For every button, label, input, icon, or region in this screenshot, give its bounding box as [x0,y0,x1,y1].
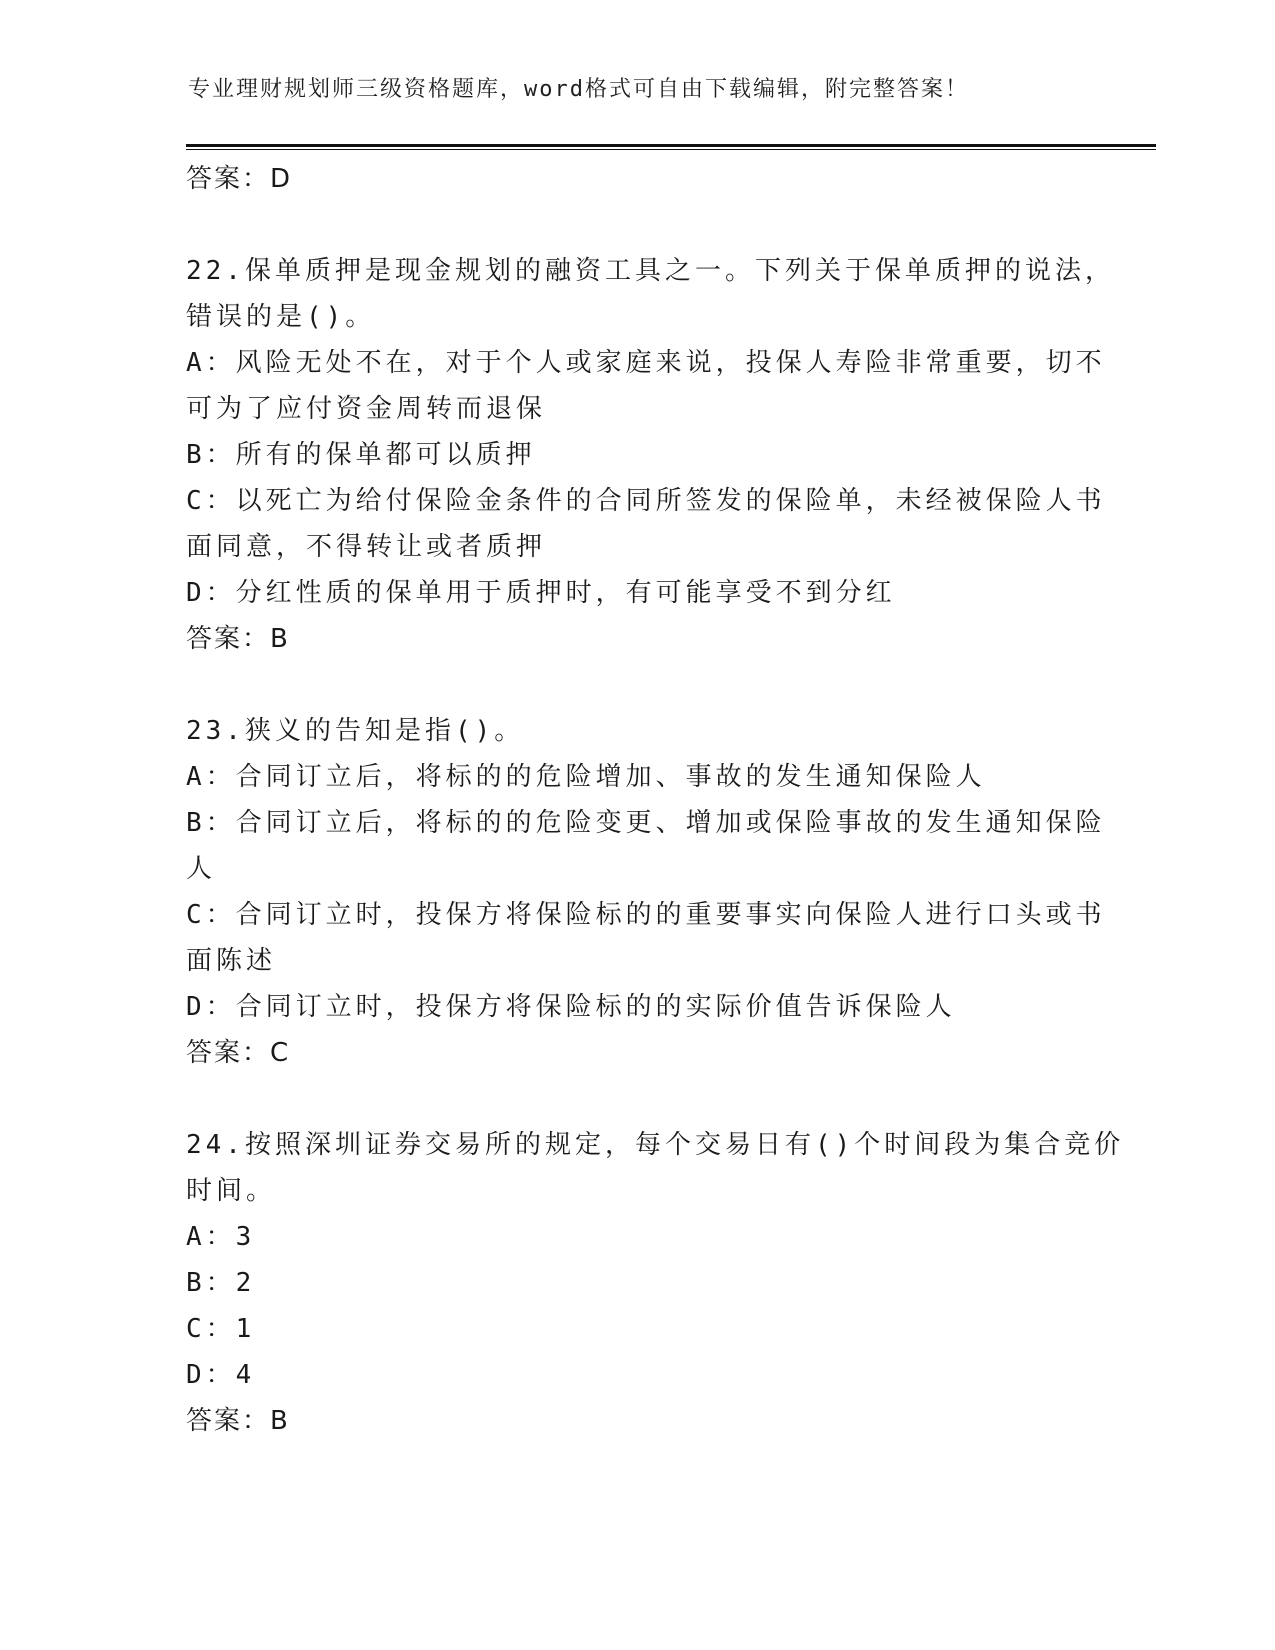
header-rule-thin [186,149,1156,150]
option-d-line: D：合同订立时，投保方将保险标的的实际价值告诉保险人 [186,992,956,1022]
option-a-line: A：风险无处不在，对于个人或家庭来说，投保人寿险非常重要，切不 [186,348,1106,378]
document-body [186,156,1125,1444]
answer-line: 答案：B [186,1406,290,1436]
option-c-line: C：以死亡为给付保险金条件的合同所签发的保险单，未经被保险人书 [186,486,1106,516]
question-text-line: 24.按照深圳证券交易所的规定，每个交易日有()个时间段为集合竞价 [186,1130,1125,1160]
option-c-line: 面陈述 [186,946,277,976]
question-text-line: 时间。 [186,1176,277,1206]
question-24 [186,1122,1125,1444]
option-a-line: A：合同订立后，将标的的危险增加、事故的发生通知保险人 [186,762,986,792]
question-text-line: 22.保单质押是现金规划的融资工具之一。下列关于保单质押的说法， [186,256,1115,286]
option-b-line: B：2 [186,1268,256,1298]
question-23 [186,708,1106,1076]
page-header: 专业理财规划师三级资格题库，word格式可自由下载编辑，附完整答案！ [188,77,969,102]
question-text-line: 错误的是()。 [186,302,376,332]
option-b-line: B：所有的保单都可以质押 [186,440,536,470]
answer-line: 答案：C [186,1038,291,1068]
option-d-line: D：分红性质的保单用于质押时，有可能享受不到分红 [186,578,896,608]
option-d-line: D：4 [186,1360,256,1390]
option-c-line: C：1 [186,1314,256,1344]
previous-answer: 答案：D [186,164,293,194]
header-rule-thick [186,144,1156,147]
question-22 [186,248,1115,662]
answer-line: 答案：B [186,624,290,654]
option-b-line: B：合同订立后，将标的的危险变更、增加或保险事故的发生通知保险 [186,808,1106,838]
option-b-line: 人 [186,854,217,884]
option-c-line: C：合同订立时，投保方将保险标的的重要事实向保险人进行口头或书 [186,900,1106,930]
option-a-line: 可为了应付资金周转而退保 [186,394,547,424]
option-a-line: A：3 [186,1222,256,1252]
question-text-line: 23.狭义的告知是指()。 [186,716,525,746]
option-c-line: 面同意，不得转让或者质押 [186,532,547,562]
